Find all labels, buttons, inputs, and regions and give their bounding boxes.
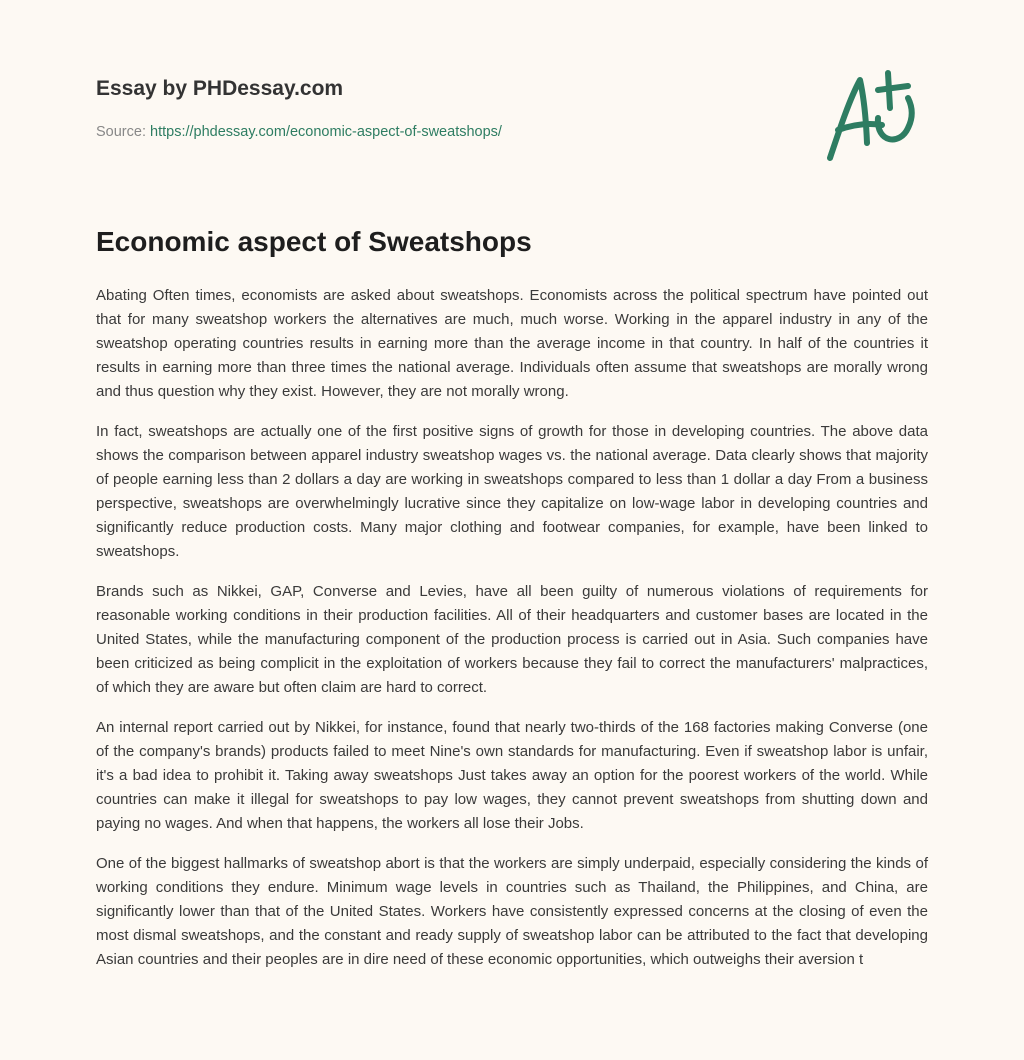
source-label: Source:: [96, 124, 146, 140]
essay-paragraph: In fact, sweatshops are actually one of the first positive signs of growth for those in developing countries. The above data shows the comparison between apparel industry sweatshop wages vs. the national average. Data clearly shows that majority of people earning less than 2 dollars a day are working in sweatshops compared to less than 1 dollar a day From a business perspective, sweatshops are overwhelmingly lucrative since they capitalize on low-wage labor in developing countries and significantly reduce production costs. Many major clothing and footwear companies, for example, have been linked to sweatshops.: [96, 423, 928, 560]
source-line: [96, 124, 502, 140]
essay-title: Economic aspect of Sweatshops: [96, 226, 532, 257]
site-brand: Essay by PHDessay.com: [96, 77, 344, 100]
essay-body: [96, 284, 928, 988]
essay-paragraph: Brands such as Nikkei, GAP, Converse and Levies, have all been guilty of numerous violations of requirements for reasonable working conditions in their production facilities. All of their headquarters and customer bases are located in the United States, while the manufacturing component of the production process is carried out in Asia. Such companies have been criticized as being complicit in the exploitation of workers because they fail to correct the manufacturers' malpractices, of which they are aware but often claim are hard to correct.: [96, 583, 928, 696]
essay-paragraph: Abating Often times, economists are asked about sweatshops. Economists across the political spectrum have pointed out that for many sweatshop workers the alternatives are much, much worse. Working in the apparel industry in any of the sweatshop operating countries results in earning more than the average income in that country. In half of the countries it results in earning more than three times the national average. Individuals often assume that sweatshops are morally wrong and thus question why they exist. However, they are not morally wrong.: [96, 287, 928, 400]
source-link[interactable]: https://phdessay.com/economic-aspect-of-sweatshops/: [150, 124, 502, 140]
a-plus-logo-icon: [820, 68, 930, 168]
essay-paragraph: One of the biggest hallmarks of sweatshop abort is that the workers are simply underpaid, especially considering the kinds of working conditions they endure. Minimum wage levels in countries such as Thailand, the Philippines, and China, are significantly lower than that of the United States. Workers have consistently expressed concerns at the closing of even the most dismal sweatshops, and the constant and ready supply of sweatshop labor can be attributed to the fact that developing Asian countries and their peoples are in dire need of these economic opportunities, which outweighs their aversion t: [96, 855, 928, 968]
essay-paragraph: An internal report carried out by Nikkei, for instance, found that nearly two-thirds of the 168 factories making Converse (one of the company's brands) products failed to meet Nine's own standards for manufacturing. Even if sweatshop labor is unfair, it's a bad idea to prohibit it. Taking away sweatshops Just takes away an option for the poorest workers of the world. While countries can make it illegal for sweatshops to pay low wages, they cannot prevent sweatshops from shutting down and paying no wages. And when that happens, the workers all lose their Jobs.: [96, 719, 928, 832]
